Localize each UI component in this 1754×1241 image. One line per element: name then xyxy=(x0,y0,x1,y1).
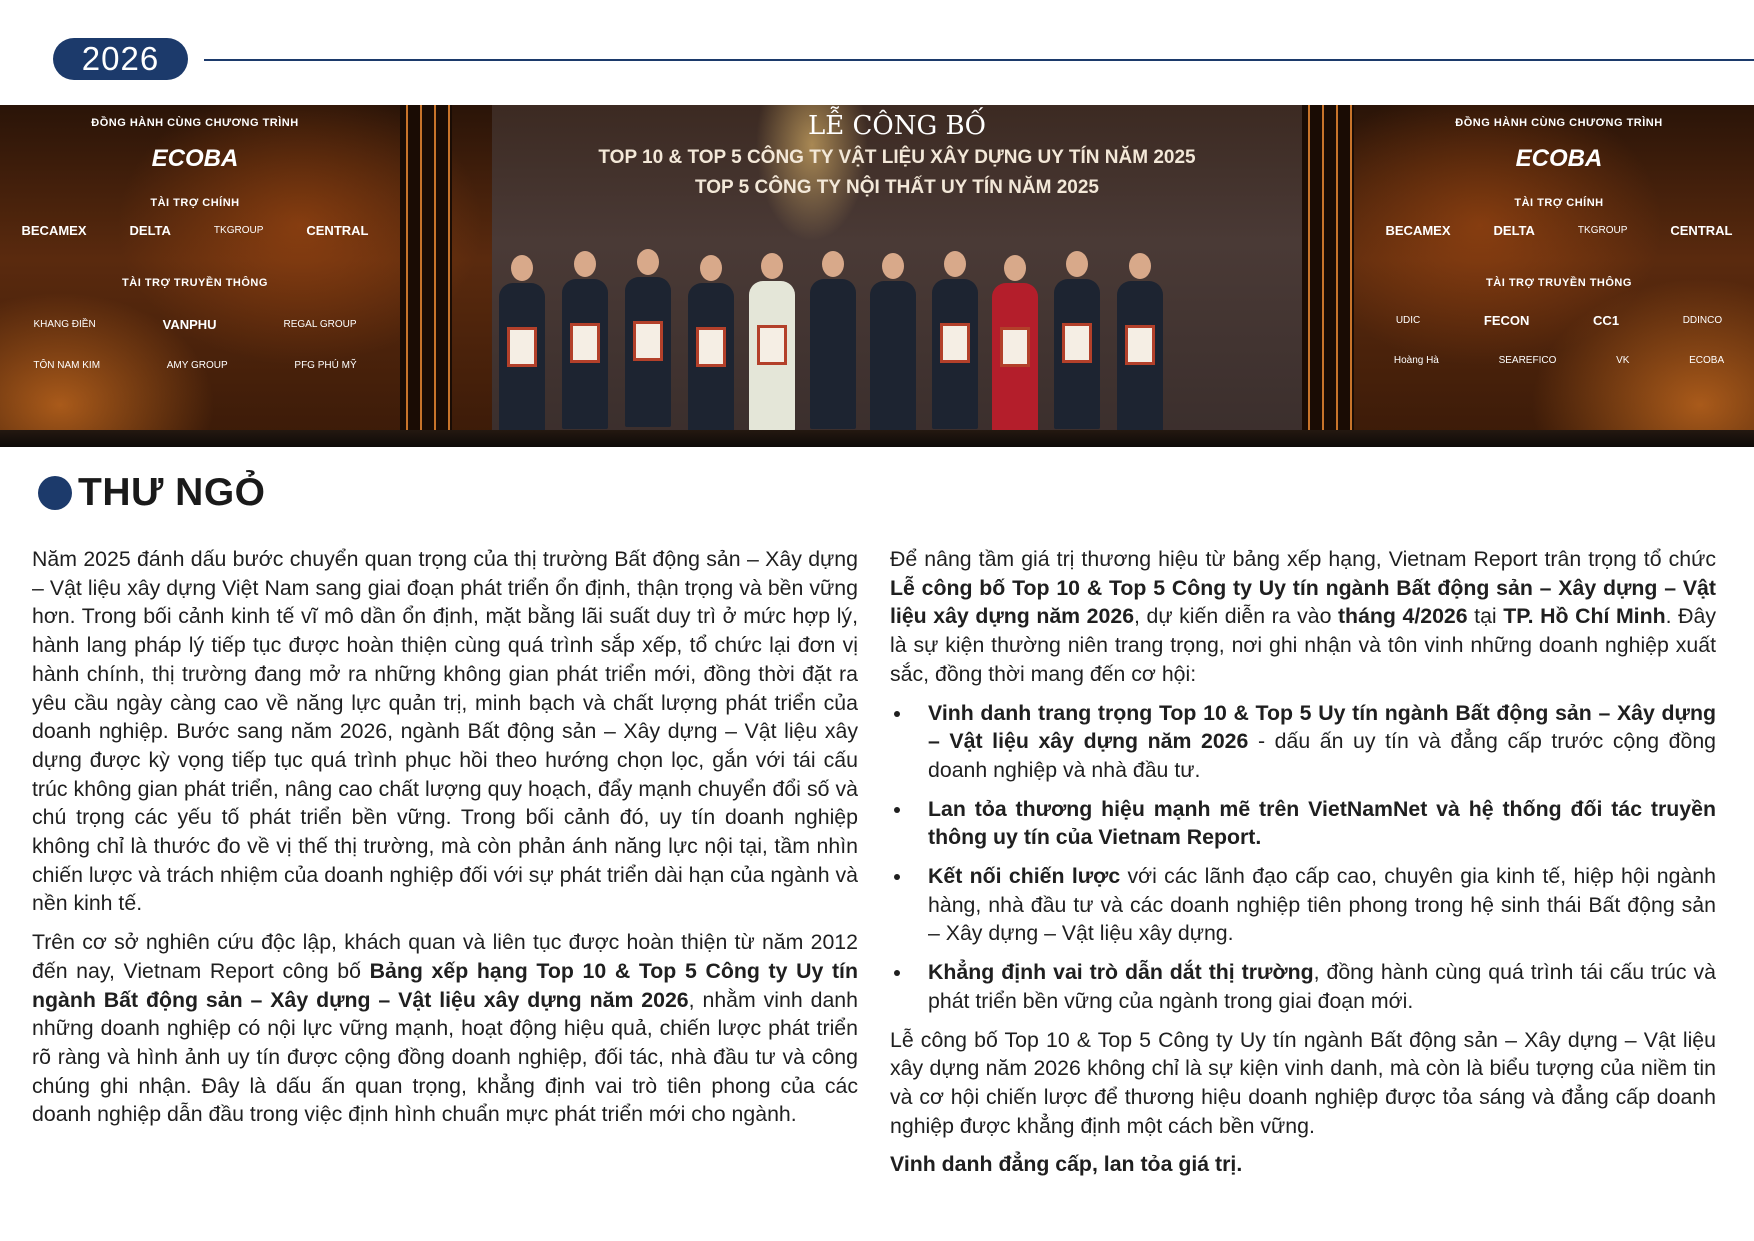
year-badge: 2026 xyxy=(53,38,188,80)
list-item xyxy=(890,958,1716,1015)
honoree-figure xyxy=(1117,253,1163,431)
ecoba-logo: ECOBA xyxy=(151,145,239,172)
ranking-paragraph xyxy=(32,928,858,1129)
ranking-title: Bảng xếp hạng Top 10 & Top 5 Công ty Uy tín ngành Bất động sản – Xây dựng – Vật liệu xây dựng năm 2026 xyxy=(32,958,858,1012)
honoree-figure xyxy=(932,251,978,429)
intro-paragraph: Năm 2025 đánh dấu bước chuyển quan trọng của thị trường Bất động sản – Xây dựng – Vật liệu xây dựng Việt Nam sang giai đoạn phát triển ổn định, thận trọng và bền vững hơn. Trong bối cảnh kinh tế vĩ mô dần ổn định, mặt bằng lãi suất duy trì ở mức hợp lý, hành lang pháp lý tiếp tục được hoàn thiện cùng quá trình sắp xếp, tổ chức lại đơn vị hành chính, thị trường đang mở ra những không gian phát triển mới, đồng thời đặt ra yêu cầu ngày càng cao về năng lực quản trị, minh bạch và chất lượng phát triển của doanh nghiệp. Bước sang năm 2026, ngành Bất động sản – Xây dựng – Vật liệu xây dựng được kỳ vọng tiếp tục quá trình phục hồi theo hướng chọn lọc, gắn với tái cấu trúc không gian phát triển, nâng cao chất lượng quy hoạch, đẩy mạnh chuyển đổi số và chú trọng các yếu tố phát triển bền vững. Trong bối cảnh đó, uy tín doanh nghiệp không chỉ là thước đo về vị thế thị trường, mà còn phản ánh năng lực nội tại, tầm nhìn chiến lược và trách nhiệm của doanh nghiệp đối với sự phát triển dài hạn của ngành và nền kinh tế. xyxy=(32,547,859,916)
presenter-figure xyxy=(810,251,856,429)
media-label: TÀI TRỢ TRUYỀN THÔNG xyxy=(122,277,268,289)
list-item xyxy=(890,699,1716,785)
media-logo: REGAL GROUP xyxy=(283,319,357,330)
presenter-figure xyxy=(870,253,916,431)
sponsor-logo: TKGROUP xyxy=(213,225,264,236)
benefit-title: Lan tỏa thương hiệu mạnh mẽ trên VietNamNet và hệ thống đối tác truyền thông uy tín của Vietnam Report. xyxy=(928,796,1716,850)
ceremony-location: TP. Hồ Chí Minh xyxy=(1503,604,1666,629)
sponsor-panel-left xyxy=(0,105,390,447)
left-column xyxy=(32,545,858,1139)
ceremony-text: Để nâng tầm giá trị thương hiệu từ bảng xếp hạng, Vietnam Report trân trọng tổ chức xyxy=(890,547,1716,571)
heading-bullet-icon xyxy=(38,476,72,510)
ecoba-logo: ECOBA xyxy=(1515,145,1603,172)
benefit-text: - dấu ấn uy tín và đẳng cấp trước cộng đồng doanh nghiệp và nhà đầu tư. xyxy=(928,729,1717,782)
sponsor-logo: CENTRAL xyxy=(1670,223,1733,238)
sponsor-logo: BECAMEX xyxy=(21,223,87,238)
ceremony-date: tháng 4/2026 xyxy=(1337,604,1468,629)
benefit-text: , đồng hành cùng quá trình tái cấu trúc và phát triển bền vững của ngành trong giai đoạn mới. xyxy=(928,960,1716,1013)
media-logo: PFG PHÚ MỸ xyxy=(294,360,357,371)
sponsor-panel-right xyxy=(1364,105,1754,447)
companion-label: ĐỒNG HÀNH CÙNG CHƯƠNG TRÌNH xyxy=(91,117,299,129)
list-item xyxy=(890,862,1716,948)
media-label: TÀI TRỢ TRUYỀN THÔNG xyxy=(1486,277,1632,289)
honoree-figure xyxy=(688,255,734,433)
section-title: THƯ NGỎ xyxy=(78,471,266,514)
slogan-text: Vinh danh đẳng cấp, lan tỏa giá trị. xyxy=(890,1152,1243,1177)
honoree-figure xyxy=(625,249,671,427)
summary-paragraph: Lễ công bố Top 10 & Top 5 Công ty Uy tín ngành Bất động sản – Xây dựng – Vật liệu xây dựng năm 2026 không chỉ là sự kiện vinh danh, mà còn là biểu tượng của niềm tin và cơ hội chiến lược để thương hiệu doanh nghiệp được tỏa sáng và đẳng cấp doanh nghiệp được khẳng định một cách bền vững. xyxy=(890,1027,1716,1138)
honoree-figure xyxy=(562,251,608,429)
closing-slogan xyxy=(890,1150,1716,1179)
honoree-figure xyxy=(499,255,545,433)
benefits-list xyxy=(890,699,1716,1016)
ceremony-paragraph xyxy=(890,545,1716,689)
stage-subtitle: TOP 10 & TOP 5 CÔNG TY VẬT LIỆU XÂY DỰNG UY TÍN NĂM 2025 xyxy=(598,147,1196,168)
honoree-figure xyxy=(992,255,1038,433)
media-logo: FECON xyxy=(1483,313,1530,328)
ceremony-text: . Đây là sự kiện thường niên trang trọng, nơi ghi nhận và tôn vinh những doanh nghiệp xuất sắc, đồng thời mang đến cơ hội: xyxy=(890,604,1716,686)
benefit-title: Khẳng định vai trò dẫn dắt thị trường xyxy=(928,960,1314,985)
sponsor-logo: TKGROUP xyxy=(1577,225,1628,236)
benefit-title: Kết nối chiến lược xyxy=(928,864,1121,889)
ranking-text: , nhằm vinh danh những doanh nghiệp có nội lực vững mạnh, hoạt động hiệu quả, chiến lược phát triển rõ ràng và hình ảnh uy tín được cộng đồng doanh nghiệp, đối tác, nhà đầu tư và công chúng ghi nhận. Đây là dấu ấn quan trọng, khẳng định vai trò tiên phong của các doanh nghiệp dẫn đầu trong việc định hình chuẩn mực phát triển mới cho ngành. xyxy=(32,987,858,1127)
companion-label: ĐỒNG HÀNH CÙNG CHƯƠNG TRÌNH xyxy=(1455,117,1663,129)
ceremony-text: tại xyxy=(1467,604,1504,629)
media-logo: CC1 xyxy=(1593,313,1620,328)
media-logo: VANPHU xyxy=(162,317,217,332)
stage-floor xyxy=(0,430,1754,447)
sponsor-label: TÀI TRỢ CHÍNH xyxy=(150,197,240,209)
sponsor-logo: CENTRAL xyxy=(306,223,369,238)
stage-pillar xyxy=(400,105,452,447)
benefit-text: với các lãnh đạo cấp cao, chuyên gia kinh tế, hiệp hội ngành hàng, nhà đầu tư và các doanh nghiệp tiên phong trong hệ sinh thái Bất động sản – Xây dựng – Vật liệu xây dựng. xyxy=(928,864,1716,946)
sponsor-logo: BECAMEX xyxy=(1385,223,1451,238)
ceremony-text: , dự kiến diễn ra vào xyxy=(1134,604,1338,629)
media-logo: SEAREFICO xyxy=(1498,355,1557,366)
list-item xyxy=(890,795,1716,852)
media-logo: ECOBA xyxy=(1689,355,1725,366)
header-divider xyxy=(204,59,1754,61)
media-logo: TÔN NAM KIM xyxy=(33,360,101,371)
sponsor-logo: DELTA xyxy=(1493,223,1535,238)
right-column xyxy=(890,545,1716,1189)
section-heading xyxy=(38,468,266,518)
media-logo: UDIC xyxy=(1395,315,1421,326)
benefit-title: Vinh danh trang trọng Top 10 & Top 5 Uy tín ngành Bất động sản – Xây dựng – Vật liệu xây dựng năm 2026 xyxy=(928,700,1716,754)
media-logo: Hoàng Hà xyxy=(1393,355,1439,366)
event-banner xyxy=(0,105,1754,447)
ceremony-title: Lễ công bố Top 10 & Top 5 Công ty Uy tín ngành Bất động sản – Xây dựng – Vật liệu xây dựng năm 2026 xyxy=(890,575,1716,629)
ranking-text: Trên cơ sở nghiên cứu độc lập, khách quan và liên tục được hoàn thiện từ năm 2012 đến nay, Vietnam Report công bố xyxy=(32,930,858,983)
media-logo: KHANG ĐIỀN xyxy=(33,319,96,330)
sponsor-logo: DELTA xyxy=(129,223,171,238)
stage-screen xyxy=(492,105,1302,447)
honoree-figure xyxy=(1054,251,1100,429)
honoree-figure xyxy=(749,253,795,431)
stage-title: LỄ CÔNG BỐ xyxy=(808,111,986,141)
sponsor-label: TÀI TRỢ CHÍNH xyxy=(1514,197,1604,209)
media-logo: DDINCO xyxy=(1682,315,1723,326)
media-logo: AMY GROUP xyxy=(166,360,228,371)
stage-pillar xyxy=(1302,105,1354,447)
stage-subtitle: TOP 5 CÔNG TY NỘI THẤT UY TÍN NĂM 2025 xyxy=(694,177,1099,198)
media-logo: VK xyxy=(1616,355,1630,366)
